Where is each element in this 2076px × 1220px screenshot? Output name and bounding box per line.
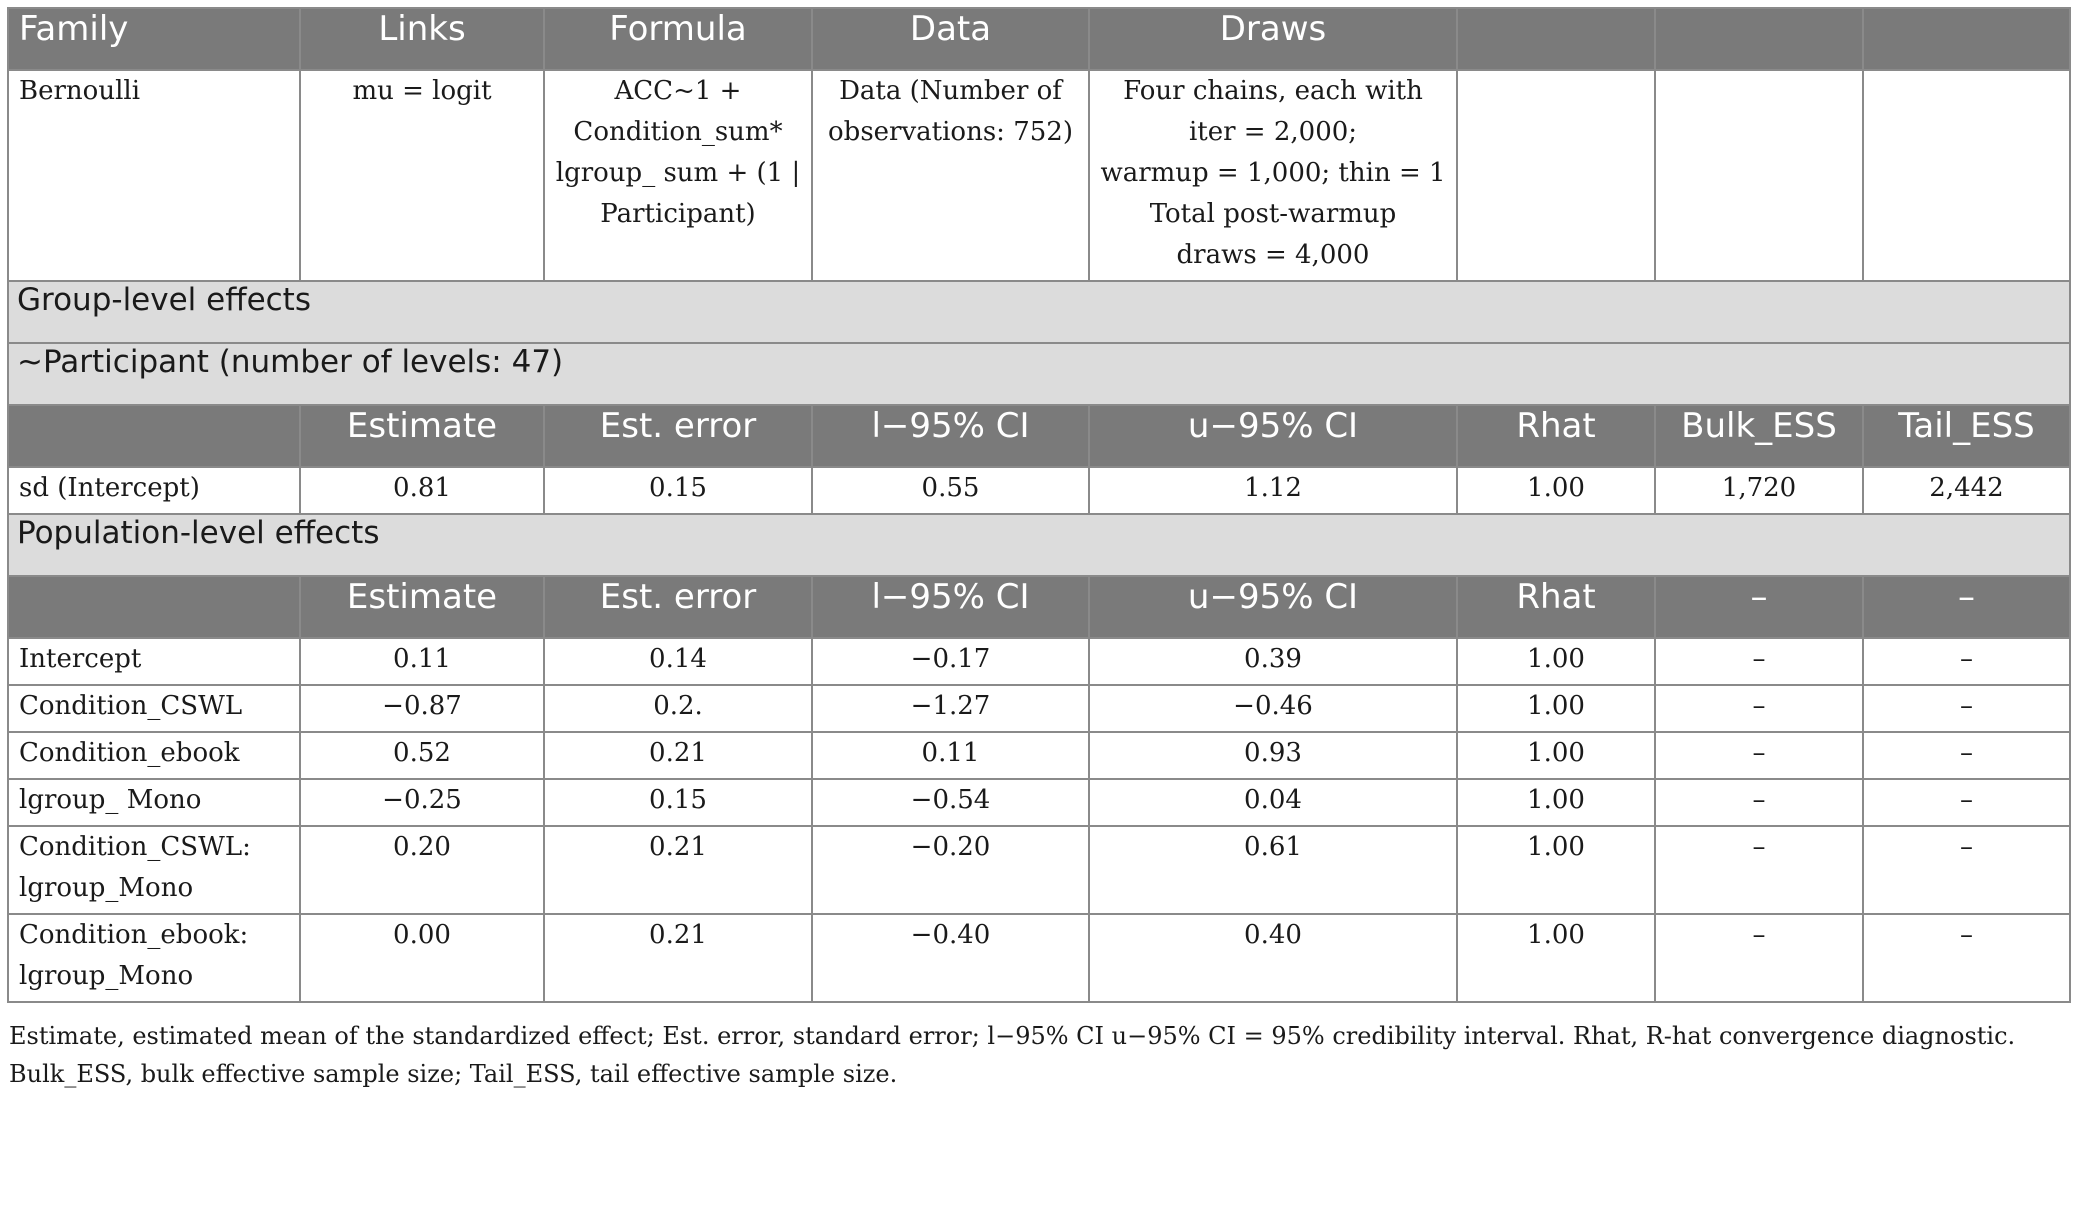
formula-line: ACC~1 + xyxy=(614,76,742,106)
data-line: Data (Number of xyxy=(839,76,1062,106)
header-empty xyxy=(1655,8,1863,70)
header-draws: Draws xyxy=(1089,8,1457,70)
spec-row xyxy=(8,70,2070,281)
data-cell xyxy=(812,70,1089,281)
table-cell: 1,720 xyxy=(1655,467,1863,514)
table-row xyxy=(8,779,2070,826)
header-empty xyxy=(1863,8,2070,70)
empty-cell xyxy=(1655,70,1863,281)
population-header-row xyxy=(8,576,2070,638)
table-cell: 1.00 xyxy=(1457,779,1655,826)
header-empty xyxy=(1457,8,1655,70)
header-family: Family xyxy=(8,8,300,70)
section-row xyxy=(8,514,2070,576)
row-label-line: Condition_ebook: xyxy=(19,920,249,950)
table-row xyxy=(8,685,2070,732)
formula-cell xyxy=(544,70,812,281)
table-cell: – xyxy=(1655,732,1863,779)
family-cell: Bernoulli xyxy=(8,70,300,281)
table-cell: 0.11 xyxy=(300,638,544,685)
table-cell: 0.00 xyxy=(300,914,544,1002)
row-label-line: Condition_CSWL: xyxy=(19,832,251,862)
row-label: lgroup_ Mono xyxy=(8,779,300,826)
row-label: Condition_CSWL xyxy=(8,685,300,732)
table-cell: – xyxy=(1655,914,1863,1002)
header-cell: Estimate xyxy=(300,405,544,467)
table-cell: 0.21 xyxy=(544,914,812,1002)
table-cell: 0.81 xyxy=(300,467,544,514)
table-cell: 1.00 xyxy=(1457,732,1655,779)
header-cell: Rhat xyxy=(1457,576,1655,638)
row-label xyxy=(8,826,300,914)
table-cell: 0.52 xyxy=(300,732,544,779)
formula-line: Participant) xyxy=(600,199,756,229)
header-cell: Bulk_ESS xyxy=(1655,405,1863,467)
table-cell: 1.00 xyxy=(1457,826,1655,914)
draws-cell xyxy=(1089,70,1457,281)
table-cell: −0.20 xyxy=(812,826,1089,914)
table-cell: – xyxy=(1655,638,1863,685)
table-cell: −0.17 xyxy=(812,638,1089,685)
table-cell: – xyxy=(1655,826,1863,914)
table-cell: – xyxy=(1863,732,2070,779)
formula-line: Condition_sum* xyxy=(573,117,783,147)
data-line: observations: 752) xyxy=(828,117,1073,147)
header-cell: l−95% CI xyxy=(812,576,1089,638)
section-row xyxy=(8,281,2070,343)
header-data: Data xyxy=(812,8,1089,70)
table-cell: −0.40 xyxy=(812,914,1089,1002)
row-label: Intercept xyxy=(8,638,300,685)
table-cell: 1.00 xyxy=(1457,638,1655,685)
section-row xyxy=(8,343,2070,405)
group-level-title: Group-level effects xyxy=(8,281,2070,343)
header-cell xyxy=(8,405,300,467)
table-cell: 0.55 xyxy=(812,467,1089,514)
formula-line: lgroup_ sum + (1 | xyxy=(555,158,801,188)
draws-line: iter = 2,000; xyxy=(1188,117,1358,147)
table-cell: 1.00 xyxy=(1457,467,1655,514)
table-cell: 0.21 xyxy=(544,732,812,779)
spec-header-row xyxy=(8,8,2070,70)
table-cell: 0.14 xyxy=(544,638,812,685)
table-cell: 0.2. xyxy=(544,685,812,732)
table-row xyxy=(8,914,2070,1002)
draws-line: draws = 4,000 xyxy=(1176,240,1370,270)
table-cell: 0.40 xyxy=(1089,914,1457,1002)
table-cell: – xyxy=(1863,914,2070,1002)
table-cell: 1.00 xyxy=(1457,914,1655,1002)
header-cell: u−95% CI xyxy=(1089,576,1457,638)
table-cell: 0.21 xyxy=(544,826,812,914)
empty-cell xyxy=(1863,70,2070,281)
header-cell xyxy=(8,576,300,638)
table-row xyxy=(8,467,2070,514)
group-header-row xyxy=(8,405,2070,467)
table-cell: 0.93 xyxy=(1089,732,1457,779)
table-cell: – xyxy=(1655,685,1863,732)
header-cell: Tail_ESS xyxy=(1863,405,2070,467)
table-cell: – xyxy=(1863,826,2070,914)
table-cell: 0.15 xyxy=(544,467,812,514)
table-cell: −1.27 xyxy=(812,685,1089,732)
row-label: sd (Intercept) xyxy=(8,467,300,514)
header-cell: Est. error xyxy=(544,576,812,638)
table-cell: 0.15 xyxy=(544,779,812,826)
header-cell: u−95% CI xyxy=(1089,405,1457,467)
table-cell: 0.04 xyxy=(1089,779,1457,826)
table-cell: 2,442 xyxy=(1863,467,2070,514)
table-row xyxy=(8,826,2070,914)
participant-subtitle: ~Participant (number of levels: 47) xyxy=(8,343,2070,405)
links-cell: mu = logit xyxy=(300,70,544,281)
table-cell: 1.12 xyxy=(1089,467,1457,514)
table-cell: 1.00 xyxy=(1457,685,1655,732)
header-cell: – xyxy=(1863,576,2070,638)
header-cell: l−95% CI xyxy=(812,405,1089,467)
model-results-table xyxy=(7,7,2071,1003)
empty-cell xyxy=(1457,70,1655,281)
table-cell: 0.11 xyxy=(812,732,1089,779)
table-row xyxy=(8,638,2070,685)
population-level-title: Population-level effects xyxy=(8,514,2070,576)
table-cell: – xyxy=(1863,638,2070,685)
header-cell: Rhat xyxy=(1457,405,1655,467)
header-links: Links xyxy=(300,8,544,70)
row-label-line: lgroup_Mono xyxy=(19,961,194,991)
table-cell: – xyxy=(1863,685,2070,732)
table-row xyxy=(8,732,2070,779)
header-formula: Formula xyxy=(544,8,812,70)
row-label-line: lgroup_Mono xyxy=(19,873,194,903)
table-cell: – xyxy=(1655,779,1863,826)
table-cell: 0.20 xyxy=(300,826,544,914)
table-footnote: Estimate, estimated mean of the standardized effect; Est. error, standard error; l−95% CI u−95% CI = 95% credibility interval. Rhat, R-hat convergence diagnostic. Bulk_ESS, bulk effective sample size; Tail_ESS, tail effective sample size. xyxy=(9,1022,2016,1088)
draws-line: Four chains, each with xyxy=(1123,76,1423,106)
table-cell: 0.61 xyxy=(1089,826,1457,914)
header-cell: Estimate xyxy=(300,576,544,638)
header-cell: Est. error xyxy=(544,405,812,467)
row-label xyxy=(8,914,300,1002)
table-cell: −0.25 xyxy=(300,779,544,826)
row-label: Condition_ebook xyxy=(8,732,300,779)
table-cell: 0.39 xyxy=(1089,638,1457,685)
table-cell: – xyxy=(1863,779,2070,826)
draws-line: warmup = 1,000; thin = 1 xyxy=(1100,158,1446,188)
results-table-container xyxy=(7,7,2069,1093)
draws-line: Total post-warmup xyxy=(1149,199,1397,229)
table-cell: −0.54 xyxy=(812,779,1089,826)
table-cell: −0.87 xyxy=(300,685,544,732)
table-cell: −0.46 xyxy=(1089,685,1457,732)
header-cell: – xyxy=(1655,576,1863,638)
